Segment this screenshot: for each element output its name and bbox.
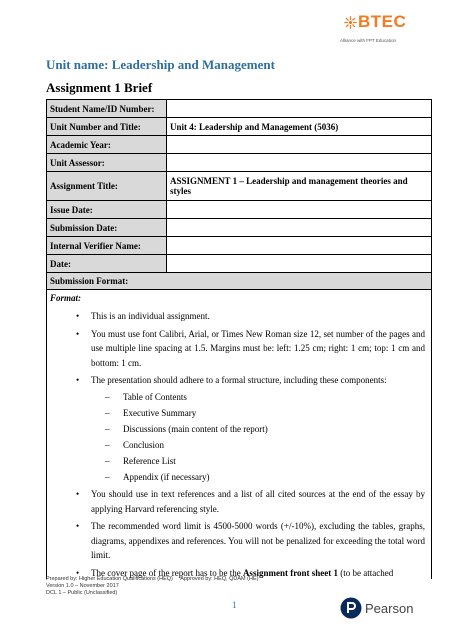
table-row [47, 172, 432, 201]
pearson-p-icon [340, 597, 362, 619]
list-item-text: Reference List [123, 455, 176, 466]
pearson-logo-text: Pearson [365, 601, 414, 616]
list-item [47, 519, 431, 563]
list-item [47, 487, 431, 516]
front-sheet-emphasis: Assignment front sheet 1 [242, 567, 339, 578]
row-value [167, 154, 432, 172]
row-value [167, 255, 432, 273]
row-value [167, 100, 432, 118]
bullet-icon: • [76, 489, 80, 499]
dash-icon: – [105, 391, 110, 402]
table-row [47, 201, 432, 219]
list-item [91, 422, 425, 437]
list-item-text-end: (to be attached [338, 567, 394, 578]
row-value: ASSIGNMENT 1 – Leadership and management theories and styles [167, 172, 432, 201]
list-item [91, 454, 425, 469]
list-item-text: This is an individual assignment. [91, 311, 210, 321]
btec-star-icon [344, 16, 357, 29]
brief-heading: Assignment 1 Brief [46, 80, 153, 95]
row-value [167, 201, 432, 219]
list-item-text: The cover page of the report has to be the [91, 567, 243, 578]
bullet-icon: • [76, 567, 80, 578]
list-item [47, 327, 431, 371]
table-row [47, 219, 432, 237]
document-footer [46, 576, 258, 597]
bullet-icon: • [76, 328, 80, 339]
row-label: Issue Date: [47, 201, 167, 219]
dash-icon: – [105, 455, 110, 466]
dash-icon: – [105, 407, 110, 418]
btec-logo-text: BTEC [358, 12, 407, 31]
dash-icon: – [105, 423, 110, 434]
row-label: Date: [47, 255, 167, 273]
list-item-text: You should use in text references and a list of all cited sources at the end of the essay by applying Harvard referencing style. [91, 489, 425, 514]
submission-format-heading: Submission Format: [47, 273, 431, 290]
row-value [167, 136, 432, 154]
row-value [167, 219, 432, 237]
footer-classification: DCL 1 – Public (Unclassified) [46, 590, 118, 596]
components-list [91, 390, 425, 485]
table-row [47, 154, 432, 172]
table-row [47, 136, 432, 154]
unit-heading: Unit name: Leadership and Management [46, 57, 275, 72]
list-item [91, 470, 425, 485]
pearson-logo [340, 597, 440, 619]
list-item-text: Conclusion [123, 439, 165, 450]
list-item-text: You must use font Calibri, Arial, or Times New Roman size 12, set number of the pages and use multiple line spacing at 1.5. Margins must be: left: 1.25 cm; right: 1 cm; top: 1 cm and bottom: 1 cm. [91, 328, 425, 368]
bullet-icon: • [76, 375, 80, 385]
list-item-text: The presentation should adhere to a formal structure, including these components: [91, 375, 387, 385]
btec-logo-subtitle: Alliance with FPT Education [340, 38, 396, 43]
row-label: Unit Number and Title: [47, 118, 167, 136]
table-row [47, 255, 432, 273]
row-label: Student Name/ID Number: [47, 100, 167, 118]
submission-format-box [46, 272, 432, 579]
list-item [91, 438, 425, 453]
footer-version: Version 1.0 – November 2017 [46, 583, 119, 589]
bullet-icon: • [76, 311, 80, 321]
row-label: Academic Year: [47, 136, 167, 154]
format-label: Format: [50, 293, 82, 303]
row-label: Submission Date: [47, 219, 167, 237]
row-label: Internal Verifier Name: [47, 237, 167, 255]
row-value [167, 237, 432, 255]
dash-icon: – [105, 471, 110, 482]
table-row [47, 118, 432, 136]
list-item-text: Appendix (if necessary) [123, 471, 210, 482]
row-label: Unit Assessor: [47, 154, 167, 172]
footer-prepared-by: Prepared by: Higher Education Qualifications (HEQ) Approved by: HEQ, QDAM (HE) [46, 576, 259, 582]
list-item-text: Executive Summary [123, 407, 197, 418]
list-item [91, 406, 425, 421]
list-item [91, 390, 425, 405]
list-item-text: Table of Contents [123, 391, 187, 402]
row-label: Assignment Title: [47, 172, 167, 201]
list-item-text: Discussions (main content of the report) [123, 423, 268, 434]
dash-icon: – [105, 439, 110, 450]
btec-logo [340, 12, 430, 52]
bullet-icon: • [76, 521, 80, 531]
row-value: Unit 4: Leadership and Management (5036) [167, 118, 432, 136]
table-row [47, 100, 432, 118]
list-item [47, 373, 431, 484]
assignment-brief-table [46, 99, 432, 273]
page-number: 1 [232, 600, 237, 610]
list-item-text: The recommended word limit is 4500-5000 words (+/-10%), excluding the tables, graphs, diagrams, appendixes and references. You will not be penalized for exceeding the total word limit. [91, 521, 425, 560]
format-bullet-list [47, 309, 431, 579]
table-row [47, 237, 432, 255]
list-item [47, 309, 431, 324]
